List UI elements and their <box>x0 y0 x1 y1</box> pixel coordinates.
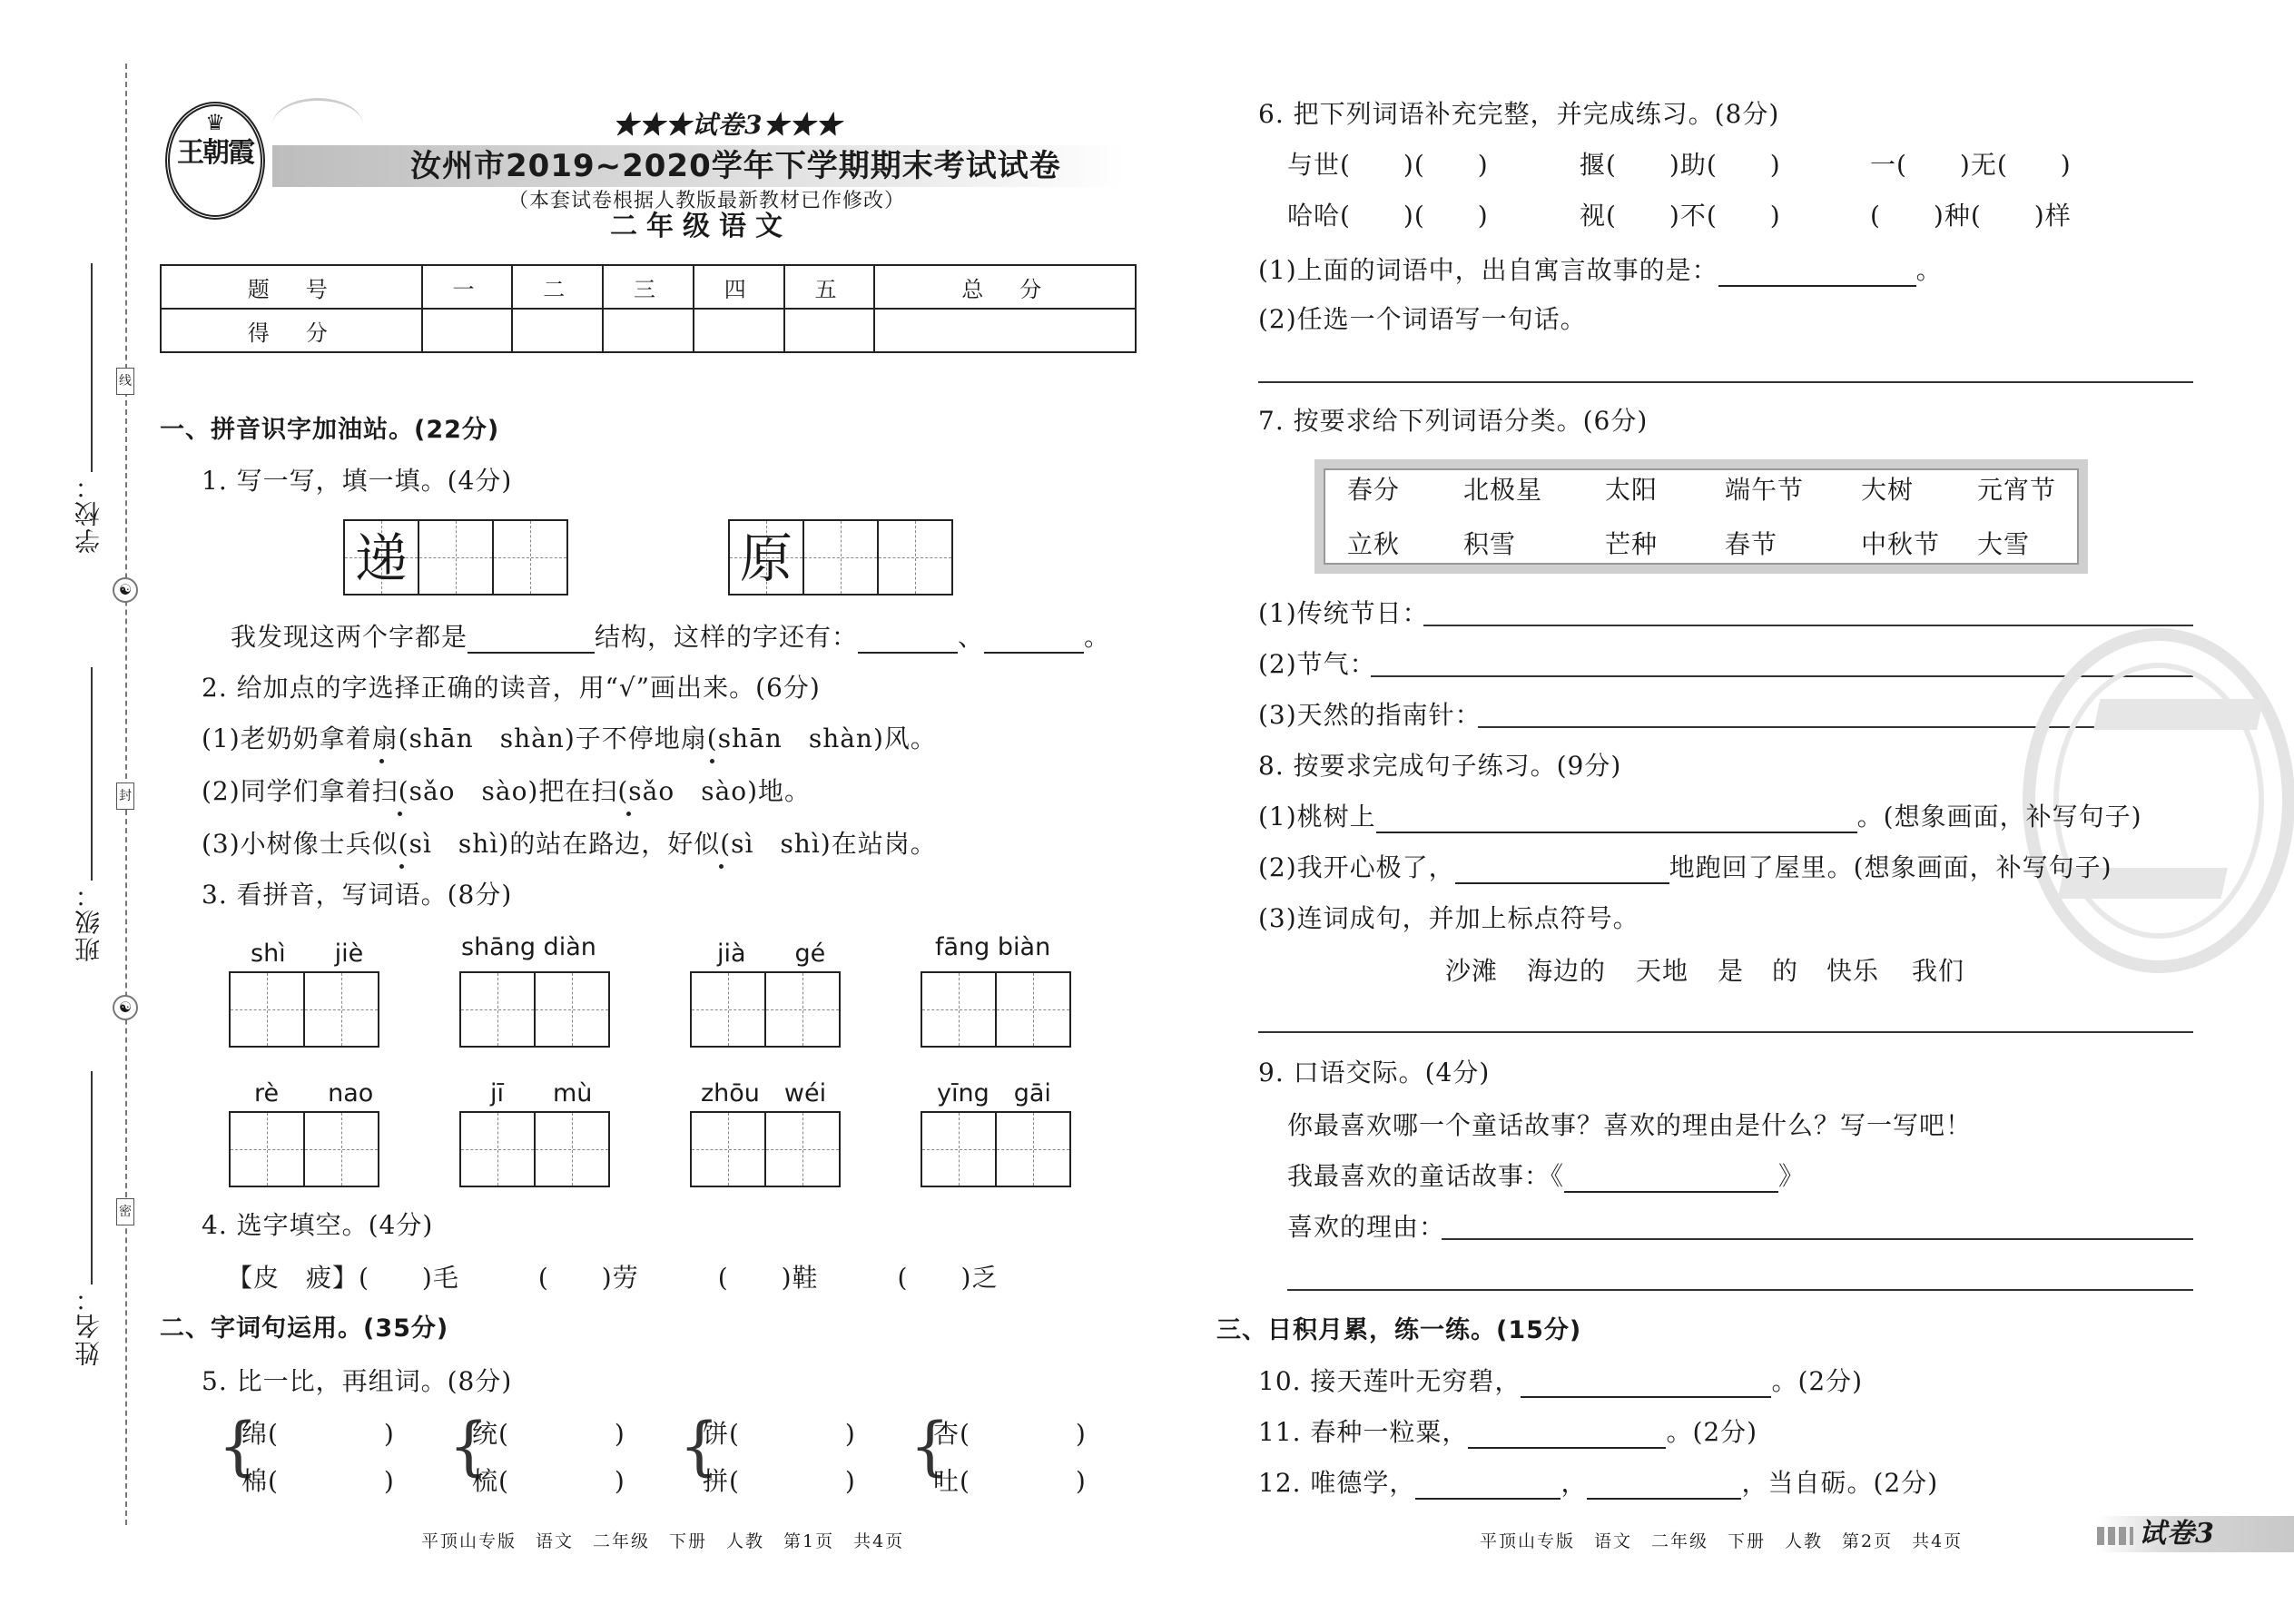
grid-cell[interactable] <box>418 519 494 595</box>
brace-icon: { <box>679 1409 720 1483</box>
question-6-1 <box>1258 254 1943 287</box>
compare-word[interactable]: 统( ) <box>472 1419 625 1449</box>
school-label: 学校： <box>74 472 103 554</box>
word-bank-item: 元宵节 <box>1977 475 2057 505</box>
q9-story-text: 我最喜欢的童话故事：《 <box>1287 1161 1565 1191</box>
brace-icon: { <box>910 1409 950 1483</box>
name-field[interactable] <box>91 1071 93 1284</box>
word-bank-item: 大树 <box>1861 475 1915 505</box>
q12-sep: ， <box>1561 1468 1588 1498</box>
binding-flower-icon: ☯ <box>113 995 138 1020</box>
compare-word[interactable]: 杏( ) <box>933 1419 1087 1449</box>
question-9-reason: 喜欢的理由： <box>1287 1212 1446 1242</box>
score-input-cell[interactable] <box>422 309 513 352</box>
grid-cell[interactable] <box>303 971 379 1048</box>
pinyin-label: jī mù <box>490 1079 593 1107</box>
score-table <box>160 264 1137 353</box>
question-2-item-2[interactable]: (2)同学们拿着扫(sǎo sào)把在扫(sǎo sào)地。 <box>202 776 812 806</box>
paper-tag-squares-icon <box>2097 1527 2133 1545</box>
word-bank-item: 芒种 <box>1605 529 1659 559</box>
answer-blank[interactable] <box>1415 1476 1561 1500</box>
answer-line[interactable] <box>1287 1289 2193 1291</box>
model-char-1: 递 <box>354 527 408 589</box>
section-2-heading: 二、字词句运用。(35分) <box>160 1314 449 1343</box>
grid-cell[interactable] <box>764 1111 841 1187</box>
question-9-story <box>1287 1160 1805 1193</box>
logo-text: 王朝霞 <box>177 137 253 169</box>
word-bank-item: 春分 <box>1347 475 1401 505</box>
paper-number: ★★★试卷3★★★ <box>613 110 842 140</box>
crown-icon: ♛ <box>205 110 225 135</box>
page-footer-right: 平顶山专版 语文 二年级 下册 人教 第2页 共4页 <box>1480 1531 1964 1551</box>
answer-blank[interactable] <box>1468 1425 1666 1449</box>
compare-word[interactable]: 拼( ) <box>703 1466 856 1496</box>
seal-mark-mi: 密 <box>116 1198 134 1225</box>
answer-blank[interactable] <box>1718 263 1916 287</box>
question-8-3: (3)连词成句，并加上标点符号。 <box>1258 903 1639 933</box>
seal-mark-xian: 线 <box>116 368 134 395</box>
question-7: 7. 按要求给下列词语分类。(6分) <box>1258 406 1649 436</box>
word-bank-item: 中秋节 <box>1861 529 1941 559</box>
answer-blank[interactable] <box>1564 1169 1778 1193</box>
word-grid[interactable] <box>229 971 381 1048</box>
q10-text: 10. 接天莲叶无穷碧， <box>1258 1366 1521 1396</box>
grid-cell[interactable] <box>303 1111 379 1187</box>
question-10 <box>1258 1365 1863 1398</box>
score-header-cell: 二 <box>512 265 603 309</box>
grid-cell[interactable] <box>690 971 766 1048</box>
score-input-cell[interactable] <box>512 309 603 352</box>
q1-fill-text: 我发现这两个字都是 <box>231 622 468 652</box>
question-3: 3. 看拼音，写词语。(8分) <box>202 880 513 910</box>
idiom-fill[interactable]: ( )种( )样 <box>1870 201 2072 231</box>
idiom-fill[interactable]: 哈哈( )( ) <box>1287 201 1489 231</box>
score-table-score-row <box>161 309 1136 352</box>
score-input-cell[interactable] <box>694 309 784 352</box>
question-6: 6. 把下列词语补充完整，并完成练习。(8分) <box>1258 99 1780 129</box>
q12-end: ，当自砺。(2分) <box>1741 1468 1939 1498</box>
brace-icon: { <box>448 1409 489 1483</box>
q12-text: 12. 唯德学， <box>1258 1468 1416 1498</box>
score-header-cell: 总 分 <box>874 265 1136 309</box>
char-grid-1[interactable] <box>343 519 568 595</box>
grid-cell[interactable] <box>921 1111 997 1187</box>
grid-cell[interactable] <box>229 971 305 1048</box>
class-label: 班级： <box>74 881 103 962</box>
compare-word[interactable]: 饼( ) <box>703 1419 856 1449</box>
q1-fill-end: 。 <box>1084 622 1111 652</box>
q8-1-text: (1)桃树上 <box>1258 802 1376 832</box>
grid-cell[interactable] <box>534 971 610 1048</box>
q11-end: 。(2分) <box>1666 1417 1758 1447</box>
idiom-fill[interactable]: 揠( )助( ) <box>1580 150 1781 180</box>
header-ribbon-icon <box>272 98 363 153</box>
word-grid[interactable] <box>229 1111 381 1187</box>
question-9: 9. 口语交际。(4分) <box>1258 1058 1491 1088</box>
grid-cell[interactable] <box>690 1111 766 1187</box>
grid-cell[interactable] <box>492 519 568 595</box>
model-char-2: 原 <box>739 527 793 589</box>
score-table-header-row <box>161 265 1136 309</box>
subject-title: 二年级语文 <box>610 211 792 242</box>
emphasis-dot <box>719 864 724 869</box>
question-4: 4. 选字填空。(4分) <box>202 1210 434 1240</box>
grid-cell <box>728 519 804 595</box>
pinyin-label: zhōu wéi <box>701 1079 827 1107</box>
char-grid-2[interactable] <box>728 519 953 595</box>
school-field[interactable] <box>91 263 93 472</box>
word-bank-item: 端午节 <box>1725 475 1805 505</box>
answer-blank[interactable] <box>468 630 595 654</box>
emphasis-dot <box>710 759 714 763</box>
scrambled-word: 沙滩 <box>1445 956 1499 986</box>
score-header-cell: 四 <box>694 265 784 309</box>
score-row-label: 得 分 <box>161 309 422 352</box>
idiom-fill[interactable]: 一( )无( ) <box>1870 150 2072 180</box>
emphasis-dot <box>398 812 402 816</box>
grid-cell[interactable] <box>534 1111 610 1187</box>
seal-mark-feng: 封 <box>116 782 134 810</box>
emphasis-dot <box>626 812 631 816</box>
grid-cell[interactable] <box>459 1111 536 1187</box>
q11-text: 11. 春种一粒粟， <box>1258 1417 1469 1447</box>
compare-word[interactable]: 吐( ) <box>933 1466 1087 1496</box>
answer-line[interactable] <box>1423 625 2193 626</box>
q9-story-end: 》 <box>1778 1161 1806 1191</box>
question-9-prompt: 你最喜欢哪一个童话故事？喜欢的理由是什么？写一写吧！ <box>1287 1110 1973 1140</box>
grid-cell[interactable] <box>459 971 536 1048</box>
score-input-cell[interactable] <box>784 309 875 352</box>
answer-blank[interactable] <box>1521 1374 1771 1398</box>
word-bank-item: 太阳 <box>1605 475 1659 505</box>
scrambled-word: 天地 <box>1636 956 1689 986</box>
word-grid[interactable] <box>690 971 842 1048</box>
grid-cell[interactable] <box>921 971 997 1048</box>
scrambled-word: 我们 <box>1912 956 1965 986</box>
word-grid[interactable] <box>921 971 1073 1048</box>
grid-cell[interactable] <box>764 971 841 1048</box>
score-header-cell: 题 号 <box>161 265 422 309</box>
score-header-cell: 一 <box>422 265 513 309</box>
scrambled-word: 快乐 <box>1826 956 1880 986</box>
question-6-2: (2)任选一个词语写一句话。 <box>1258 304 1587 334</box>
answer-blank[interactable] <box>1587 1476 1741 1500</box>
question-8-2 <box>1258 851 2112 884</box>
pinyin-label: yīng gāi <box>937 1079 1051 1107</box>
word-bank-box <box>1314 459 2088 574</box>
brace-icon: { <box>218 1409 259 1483</box>
q10-end: 。(2分) <box>1771 1366 1864 1396</box>
grid-cell <box>343 519 419 595</box>
q1-fill-sep: 、 <box>958 622 985 652</box>
word-grid[interactable] <box>690 1111 842 1187</box>
score-input-cell[interactable] <box>603 309 694 352</box>
grid-cell[interactable] <box>877 519 953 595</box>
page-footer-left: 平顶山专版 语文 二年级 下册 人教 第1页 共4页 <box>421 1531 905 1551</box>
answer-blank[interactable] <box>1376 810 1857 833</box>
grid-cell[interactable] <box>802 519 879 595</box>
q6-1-end: 。 <box>1915 255 1943 285</box>
answer-blank[interactable] <box>1455 861 1669 884</box>
question-12 <box>1258 1467 1938 1500</box>
question-8: 8. 按要求完成句子练习。(9分) <box>1258 751 1622 781</box>
pinyin-label: shāng diàn <box>461 933 596 961</box>
answer-line[interactable] <box>1258 381 2193 383</box>
q6-1-text: (1)上面的词语中，出自寓言故事的是： <box>1258 255 1718 285</box>
scrambled-word: 海边的 <box>1527 956 1607 986</box>
pinyin-label: rè nao <box>254 1079 374 1107</box>
scrambled-word: 的 <box>1772 956 1799 986</box>
word-bank-item: 春节 <box>1725 529 1778 559</box>
question-7-3: (3)天然的指南针： <box>1258 700 1482 730</box>
question-4-line[interactable]: 【皮 疲】( )毛 ( )劳 ( )鞋 ( )乏 <box>227 1263 999 1293</box>
emphasis-dot <box>399 864 404 869</box>
grid-cell[interactable] <box>229 1111 305 1187</box>
idiom-fill[interactable]: 与世( )( ) <box>1287 150 1489 180</box>
answer-line[interactable] <box>1258 1031 2193 1033</box>
question-5: 5. 比一比，再组词。(8分) <box>202 1366 513 1396</box>
word-grid[interactable] <box>921 1111 1073 1187</box>
question-1: 1. 写一写，填一填。(4分) <box>202 466 513 496</box>
grid-cell[interactable] <box>995 1111 1071 1187</box>
grid-cell[interactable] <box>995 971 1071 1048</box>
question-7-2: (2)节气： <box>1258 649 1376 679</box>
word-bank-item: 大雪 <box>1977 529 2031 559</box>
section-3-heading: 三、日积月累，练一练。(15分) <box>1216 1316 1582 1344</box>
answer-line[interactable] <box>1442 1238 2193 1240</box>
brand-logo <box>165 102 265 220</box>
scrambled-word: 是 <box>1718 956 1745 986</box>
exam-title: 汝州市2019~2020学年下学期期末考试试卷 <box>410 148 1061 184</box>
binding-flower-icon: ☯ <box>113 577 138 603</box>
pinyin-label: fāng biàn <box>935 933 1051 961</box>
question-1-fill <box>231 621 1110 654</box>
word-bank-item: 积雪 <box>1463 529 1517 559</box>
class-field[interactable] <box>91 667 93 881</box>
answer-blank[interactable] <box>984 630 1084 654</box>
word-grid[interactable] <box>459 971 612 1048</box>
question-2-item-3[interactable]: (3)小树像士兵似(sì shì)的站在路边，好似(sì shì)在站岗。 <box>202 829 937 859</box>
name-label: 姓名： <box>74 1284 103 1366</box>
idiom-fill[interactable]: 视( )不( ) <box>1580 201 1781 231</box>
score-header-cell: 五 <box>784 265 875 309</box>
question-7-1: (1)传统节日： <box>1258 598 1429 628</box>
score-input-cell[interactable] <box>874 309 1136 352</box>
question-11 <box>1258 1416 1757 1449</box>
compare-word[interactable]: 绵( ) <box>241 1419 395 1449</box>
emphasis-dot <box>379 759 384 763</box>
pinyin-label: jià gé <box>717 940 826 968</box>
question-8-1 <box>1258 801 2142 833</box>
compare-word[interactable]: 棉( ) <box>241 1466 395 1496</box>
q8-2-text: (2)我开心极了， <box>1258 852 1455 882</box>
word-grid[interactable] <box>459 1111 612 1187</box>
section-1-heading: 一、拼音识字加油站。(22分) <box>160 416 500 444</box>
paper-tag: 试卷3 <box>2139 1518 2215 1550</box>
exam-note: （本套试卷根据人教版最新教材已作修改） <box>508 190 906 212</box>
word-bank-item: 立秋 <box>1347 529 1401 559</box>
question-2: 2. 给加点的字选择正确的读音，用“√”画出来。(6分) <box>202 673 821 703</box>
word-bank-item: 北极星 <box>1463 475 1543 505</box>
question-2-item-1[interactable]: (1)老奶奶拿着扇(shān shàn)子不停地扇(shān shàn)风。 <box>202 723 937 753</box>
q8-1-end: 。(想象画面，补写句子) <box>1856 802 2142 832</box>
q1-fill-mid: 结构，这样的字还有： <box>595 622 859 652</box>
answer-blank[interactable] <box>858 630 958 654</box>
score-header-cell: 三 <box>603 265 694 309</box>
compare-word[interactable]: 梳( ) <box>472 1466 625 1496</box>
q8-2-end: 地跑回了屋里。(想象画面，补写句子) <box>1669 852 2112 882</box>
pinyin-label: shì jiè <box>251 940 364 968</box>
